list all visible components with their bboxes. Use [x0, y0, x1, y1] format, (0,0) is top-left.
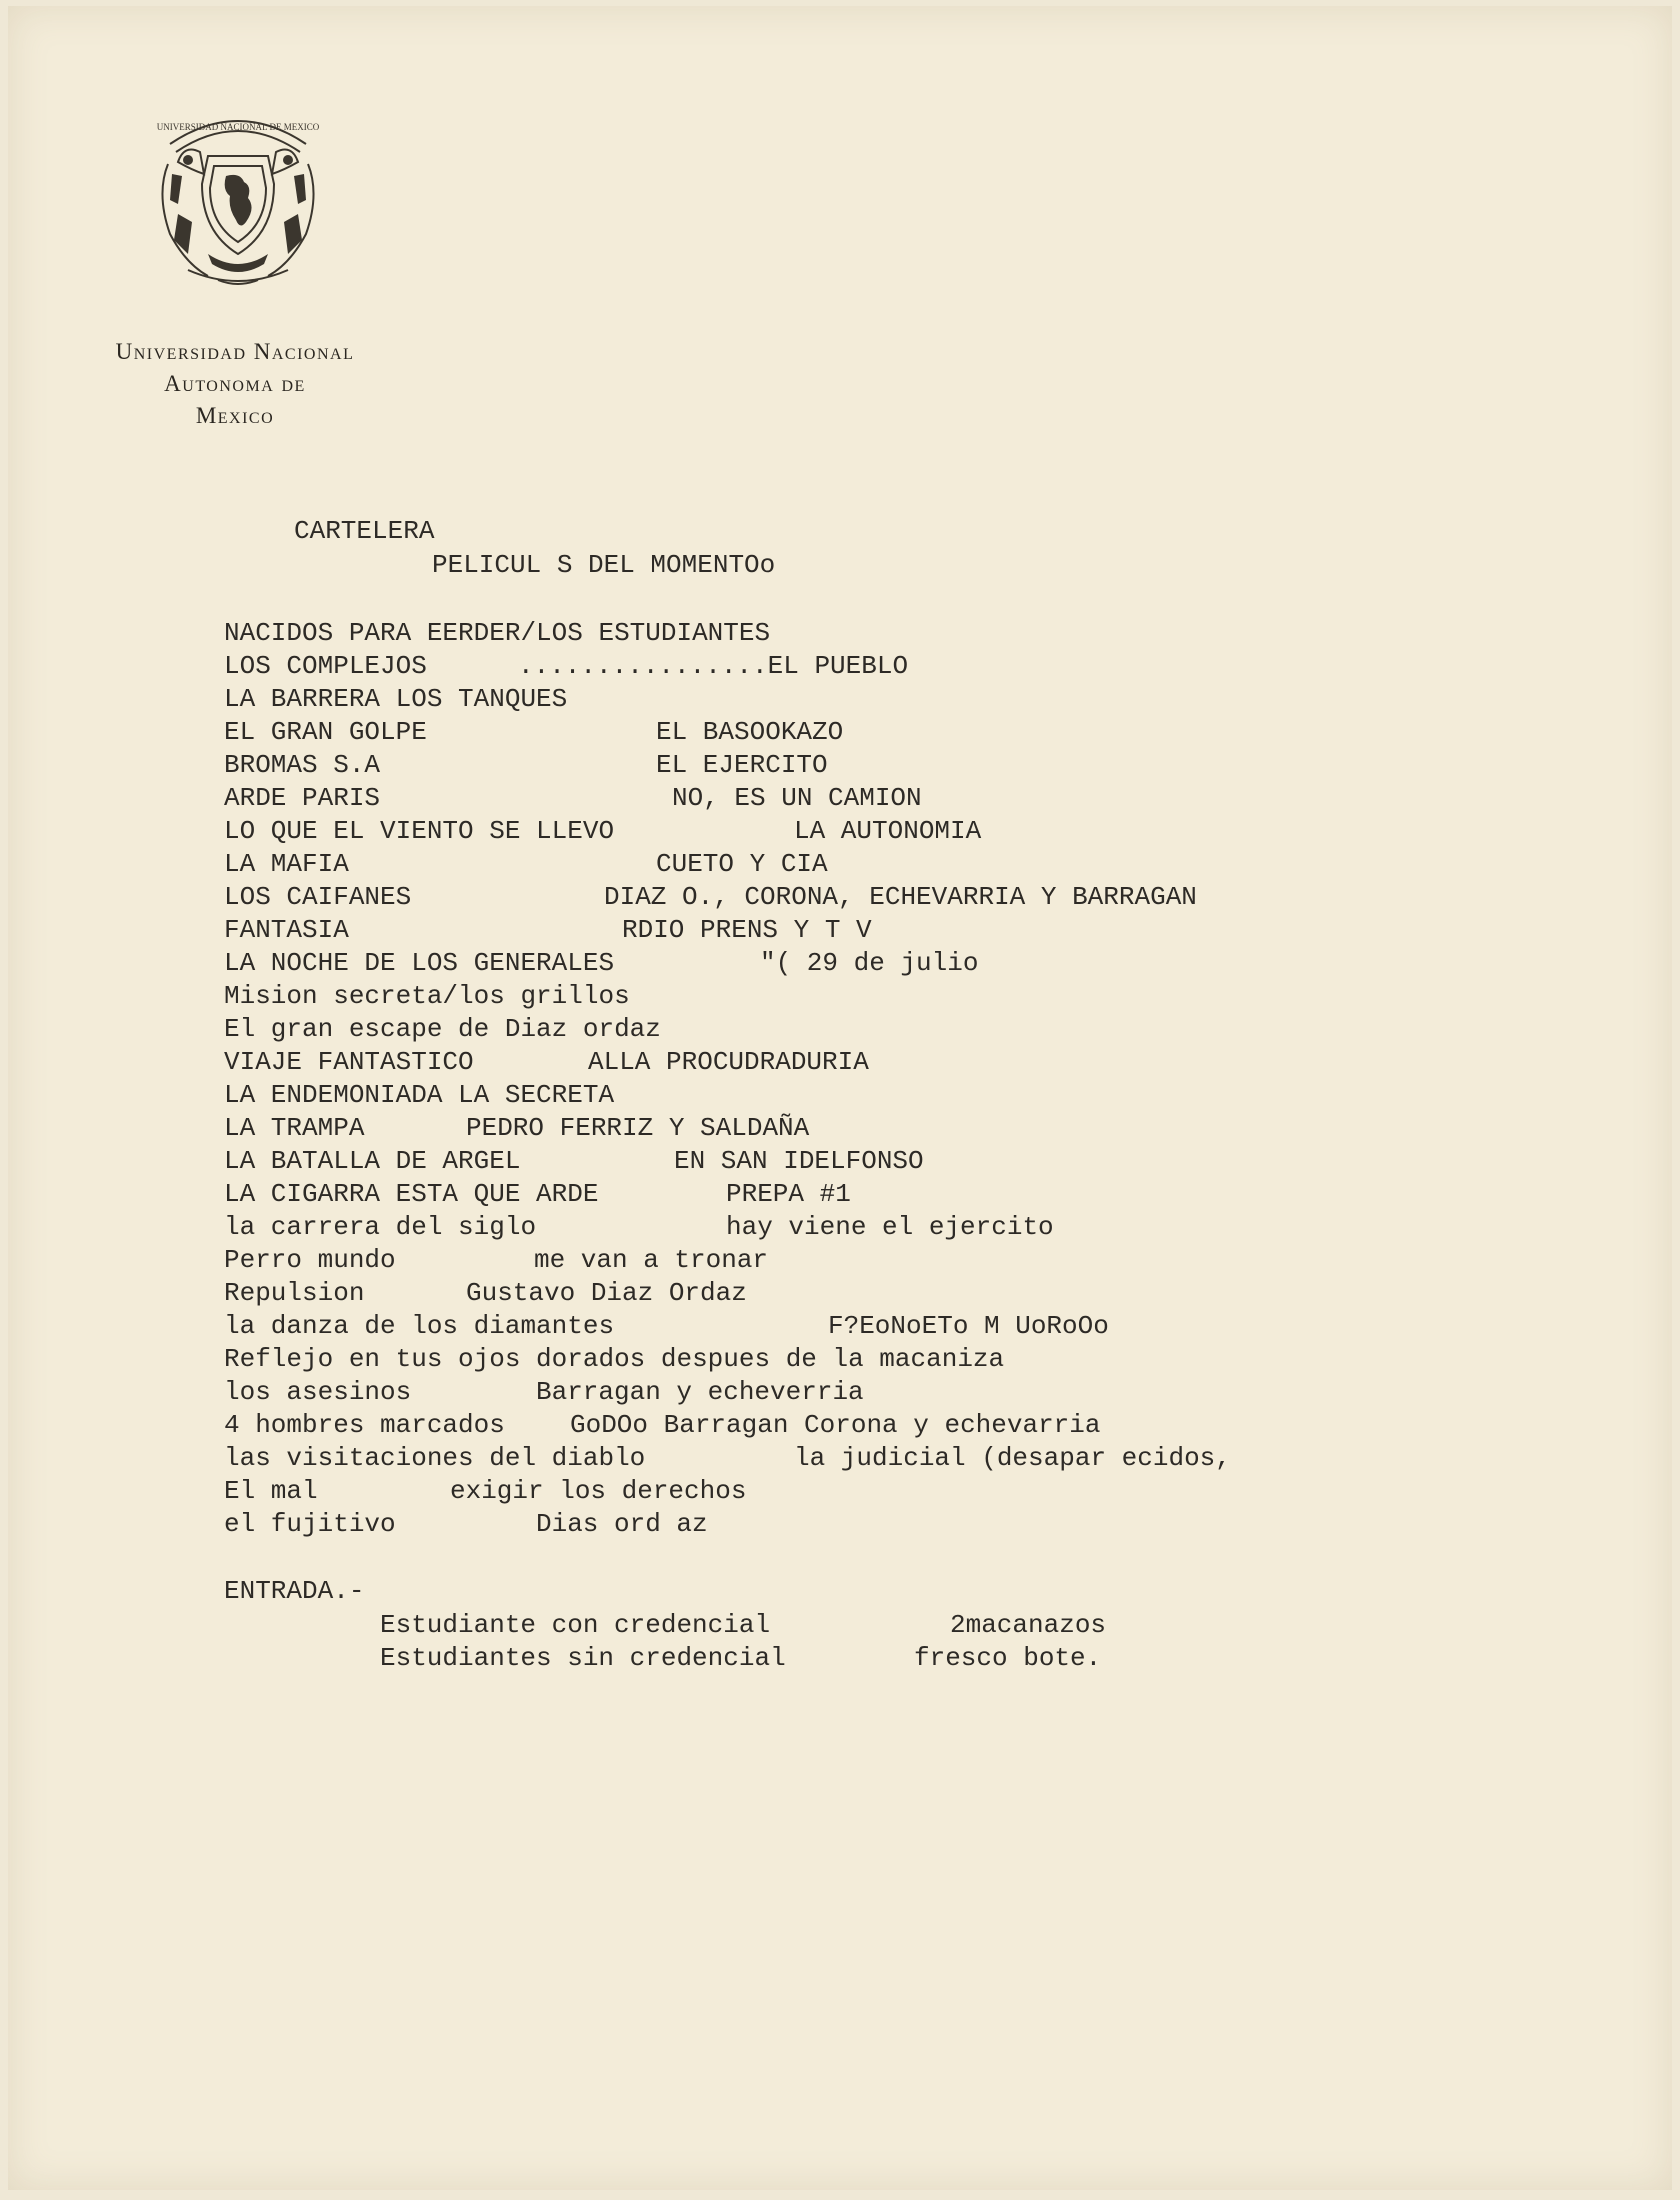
movie-caption: Barragan y echeverria [536, 1377, 864, 1407]
movie-title: FANTASIA [224, 915, 349, 945]
movie-caption: DIAZ O., CORONA, ECHEVARRIA Y BARRAGAN [604, 882, 1197, 912]
movie-title: El mal [224, 1476, 318, 1506]
movie-caption: EN SAN IDELFONSO [674, 1146, 924, 1176]
movie-title: Reflejo en tus ojos dorados despues de la macaniza [224, 1344, 1005, 1374]
movie-title: LO QUE EL VIENTO SE LLEVO [224, 816, 615, 846]
movie-caption: GoDOo Barragan Corona y echevarria [570, 1410, 1101, 1440]
letterhead-line: Universidad Nacional [115, 339, 355, 364]
movie-caption: EL BASOOKAZO [656, 717, 844, 747]
movie-title: LA BATALLA DE ARGEL [224, 1146, 521, 1176]
movie-caption: Dias ord az [536, 1509, 708, 1539]
movie-title: ARDE PARIS [224, 783, 381, 813]
letterhead-line: Mexico [195, 403, 275, 428]
movie-title: VIAJE FANTASTICO [224, 1047, 474, 1077]
entrada-who: Estudiantes sin credencial [380, 1643, 786, 1673]
movie-caption: EL EJERCITO [656, 750, 828, 780]
movie-caption: me van a tronar [534, 1245, 769, 1275]
movie-title: 4 hombres marcados [224, 1410, 505, 1440]
movie-caption: hay viene el ejercito [726, 1212, 1054, 1242]
movie-title: LOS CAIFANES [224, 882, 412, 912]
letterhead-line: Autonoma de [164, 371, 306, 396]
movie-title: Mision secreta/los grillos [224, 981, 630, 1011]
movie-title: El gran escape de Diaz ordaz [224, 1014, 661, 1044]
movie-caption: la judicial (desapar ecidos, [794, 1443, 1231, 1473]
movie-caption: ALLA PROCUDRADURIA [588, 1047, 869, 1077]
movie-caption: PEDRO FERRIZ Y SALDAÑA [466, 1113, 810, 1143]
entrada-label: ENTRADA.- [224, 1576, 365, 1606]
movie-caption: PREPA #1 [726, 1179, 851, 1209]
movie-caption: LA AUTONOMIA [794, 816, 982, 846]
movie-caption: F?EoNoETo M UoRoOo [828, 1311, 1109, 1341]
document-title: CARTELERA [294, 516, 435, 546]
movie-title: Perro mundo [224, 1245, 396, 1275]
movie-title: la danza de los diamantes [224, 1311, 615, 1341]
movie-title: la carrera del siglo [224, 1212, 537, 1242]
movie-title: el fujitivo [224, 1509, 396, 1539]
seal-text: UNIVERSIDAD NACIONAL DE MEXICO [156, 122, 320, 132]
movie-caption: Gustavo Diaz Ordaz [466, 1278, 747, 1308]
movie-caption: CUETO Y CIA [656, 849, 828, 879]
movie-title: BROMAS S.A [224, 750, 381, 780]
movie-title: LA CIGARRA ESTA QUE ARDE [224, 1179, 599, 1209]
movie-title: EL GRAN GOLPE [224, 717, 427, 747]
movie-title: LA MAFIA [224, 849, 349, 879]
movie-title: LA NOCHE DE LOS GENERALES [224, 948, 615, 978]
movie-title: los asesinos [224, 1377, 412, 1407]
movie-title: LA ENDEMONIADA LA SECRETA [224, 1080, 615, 1110]
movie-title: las visitaciones del diablo [224, 1443, 646, 1473]
movie-caption: exigir los derechos [450, 1476, 747, 1506]
movie-title: LA TRAMPA [224, 1113, 365, 1143]
entrada-who: Estudiante con credencial [380, 1610, 771, 1640]
movie-title: NACIDOS PARA EERDER/LOS ESTUDIANTES [224, 618, 771, 648]
entrada-price: 2macanazos [950, 1610, 1107, 1640]
movie-title: LOS COMPLEJOS [224, 651, 427, 681]
movie-caption: ................EL PUEBLO [518, 651, 909, 681]
document-subtitle: PELICUL S DEL MOMENTOo [432, 550, 776, 580]
entrada-price: fresco bote. [914, 1643, 1102, 1673]
movie-title: LA BARRERA LOS TANQUES [224, 684, 568, 714]
movie-caption: RDIO PRENS Y T V [622, 915, 872, 945]
movie-caption: "( 29 de julio [760, 948, 979, 978]
movie-title: Repulsion [224, 1278, 365, 1308]
movie-caption: NO, ES UN CAMION [672, 783, 922, 813]
